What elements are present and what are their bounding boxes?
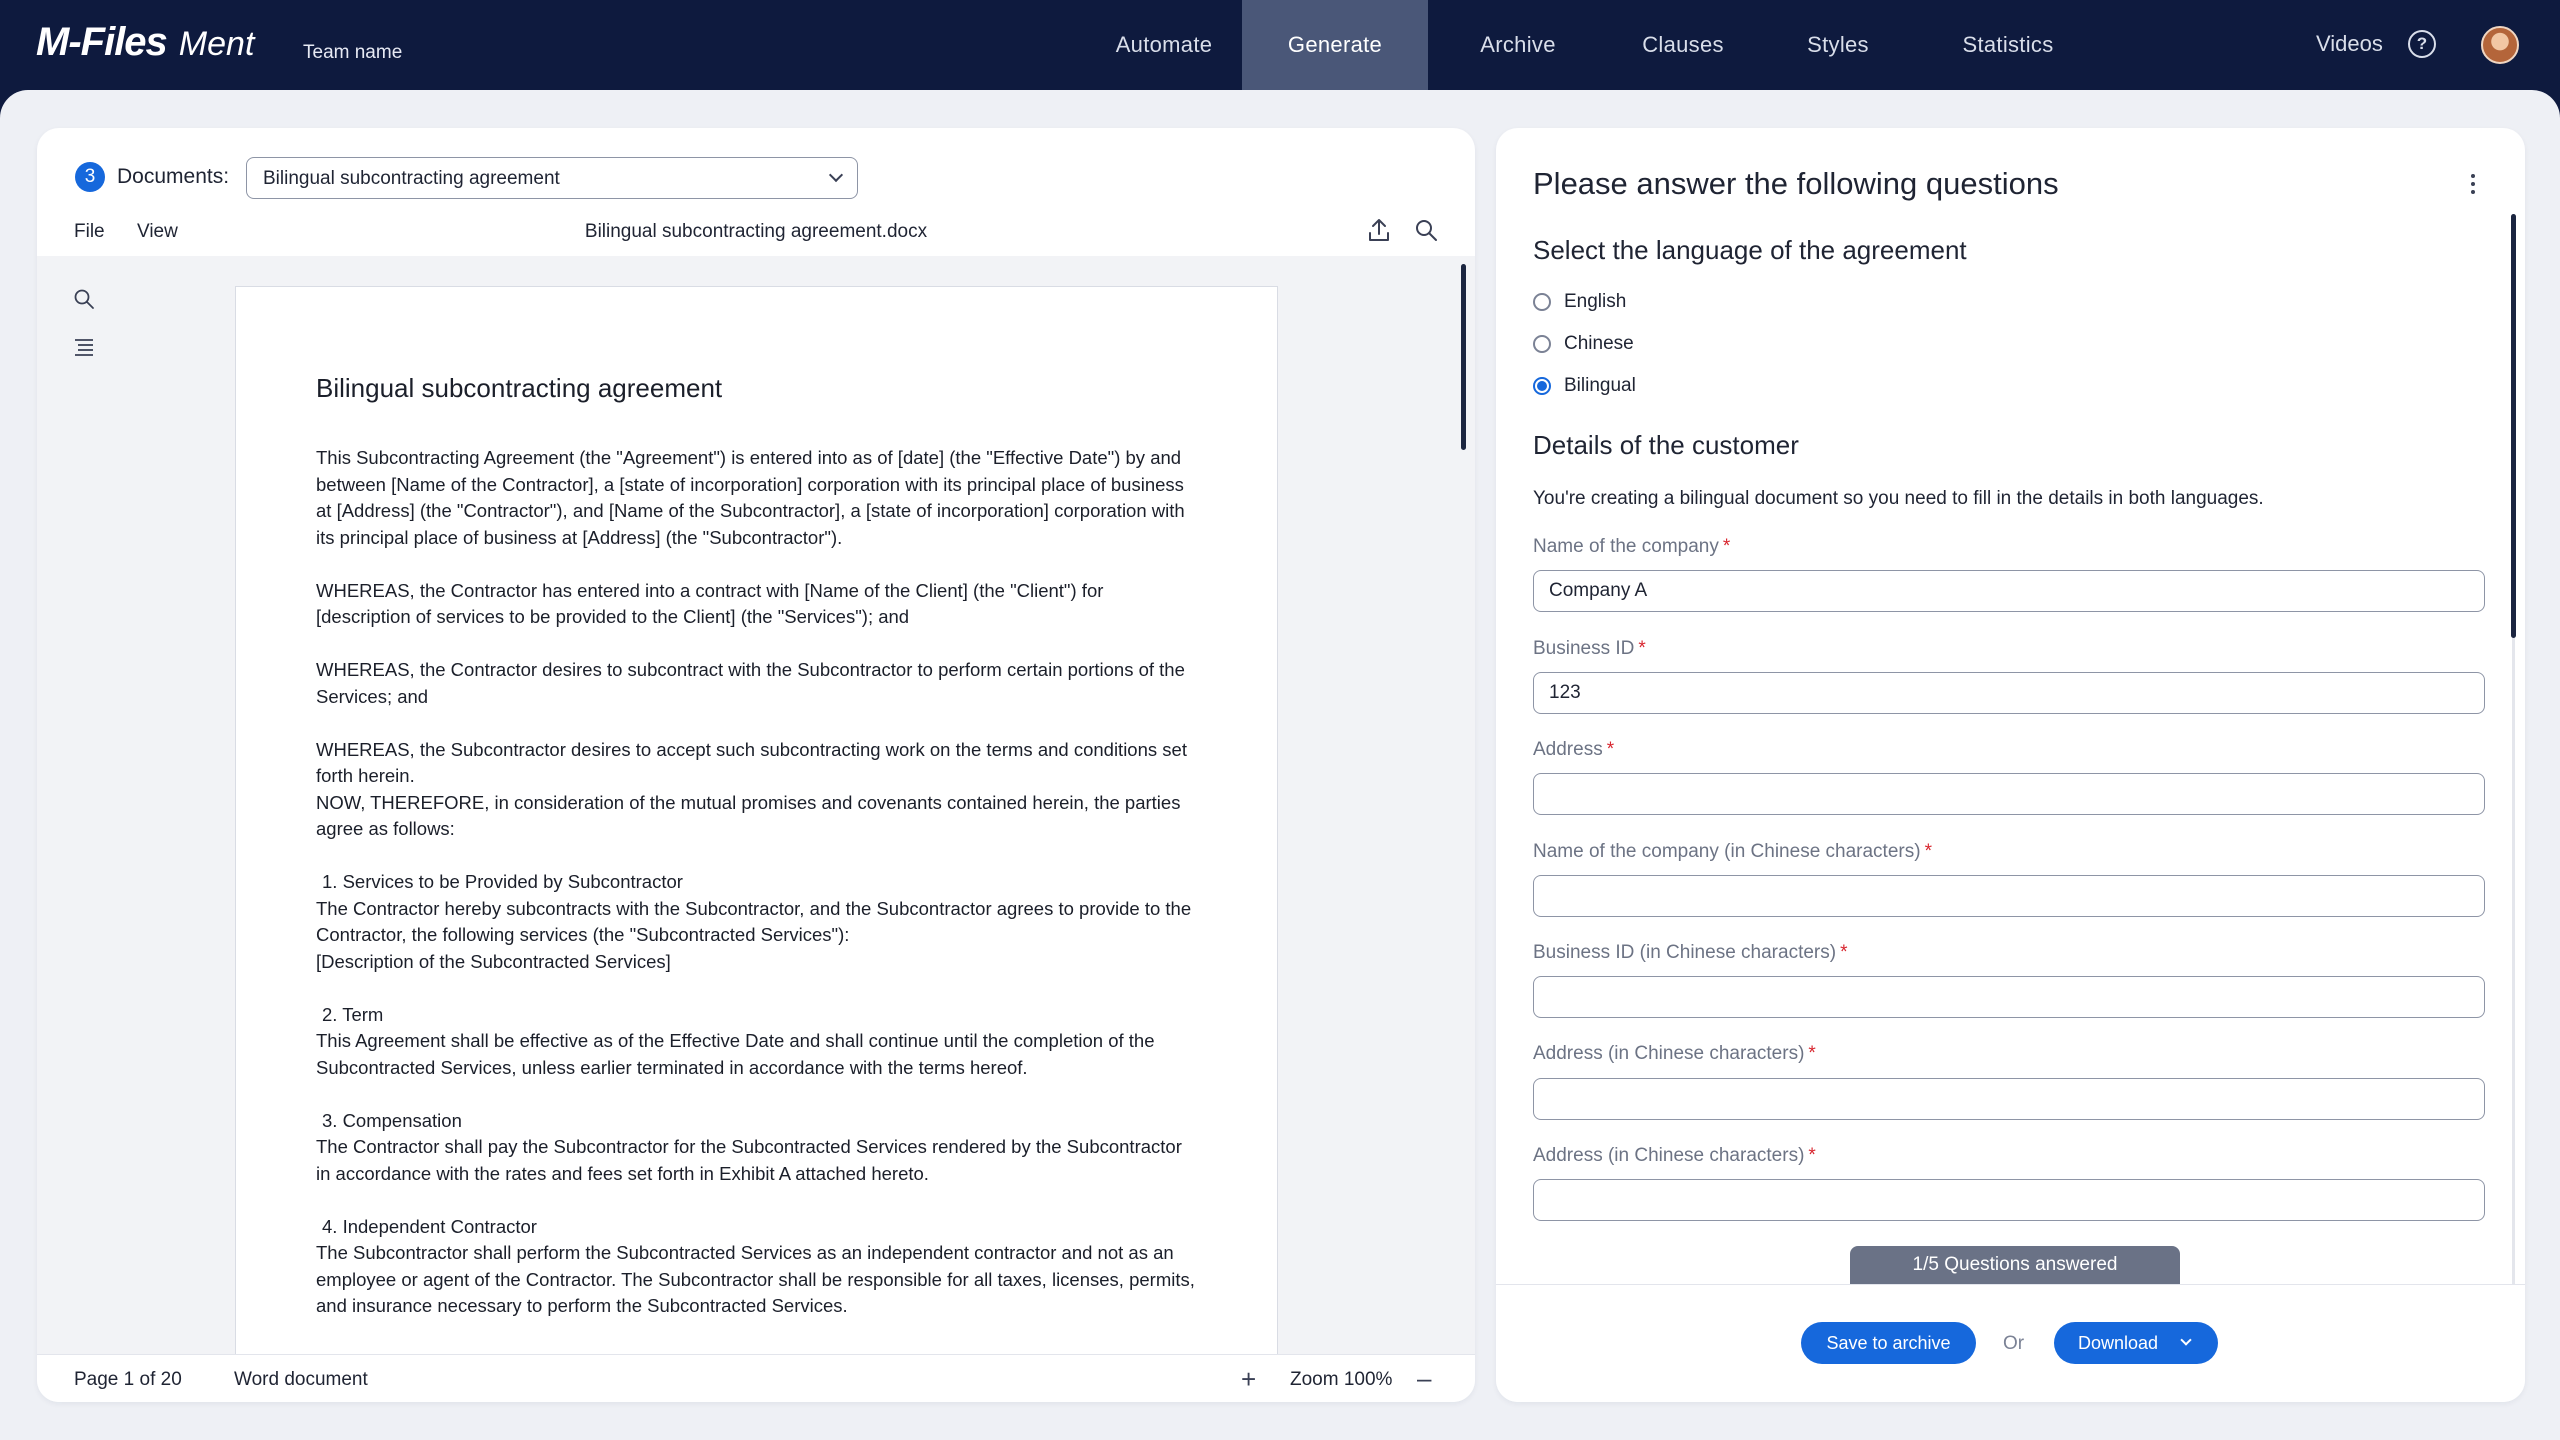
paragraph: WHEREAS, the Contractor has entered into a contract with [Name of the Client] (the "Client") for [description of services to be provided to the Client] (the "Services"); and <box>316 579 1104 627</box>
required-marker: * <box>1722 536 1731 557</box>
questions-title: Please answer the following questions <box>1533 166 2059 201</box>
required-marker: * <box>1638 638 1646 659</box>
radio-chinese[interactable] <box>1533 333 1634 355</box>
required-marker: * <box>1606 739 1615 760</box>
help-icon[interactable]: ? <box>2408 30 2436 58</box>
search-icon[interactable] <box>1414 218 1438 242</box>
nav-statistics[interactable]: Statistics <box>1962 32 2054 57</box>
required-marker: * <box>1924 841 1932 862</box>
avatar[interactable] <box>2481 26 2519 64</box>
field-label-text: Address (in Chinese characters) <box>1533 1145 1805 1166</box>
field-label-address-chinese-2 <box>1533 1145 1816 1167</box>
top-navigation-bar <box>0 0 2560 90</box>
document-type: Word document <box>234 1369 368 1390</box>
brand-product: Ment <box>178 25 255 63</box>
zoom-out-button[interactable]: – <box>1417 1363 1432 1393</box>
paragraph: WHEREAS, the Contractor desires to subcontract with the Subcontractor to perform certain portions of the Services; and <box>316 659 1185 707</box>
page-title: Bilingual subcontracting agreement <box>316 373 723 403</box>
field-label-business-id-chinese <box>1533 942 1847 964</box>
document-panel <box>37 128 1475 1402</box>
document-page <box>235 286 1278 1366</box>
radio-button[interactable] <box>1533 335 1551 353</box>
section-heading: 4. Independent Contractor <box>322 1215 537 1237</box>
download-button-label: Download <box>2078 1332 2159 1353</box>
radio-button[interactable] <box>1533 293 1551 311</box>
nav-generate[interactable]: Generate <box>1242 0 1428 90</box>
document-footer <box>37 1354 1475 1402</box>
business-id-chinese-input[interactable] <box>1533 976 2485 1018</box>
address-chinese-input-2[interactable] <box>1533 1179 2485 1221</box>
address-chinese-input[interactable] <box>1533 1078 2485 1120</box>
paragraph: The Contractor hereby subcontracts with the Subcontractor, and the Subcontractor agrees to provide to the Contractor, the following services (the "Subcontracted Services"): <box>316 897 1192 945</box>
required-marker: * <box>1840 942 1848 963</box>
questions-footer <box>1496 1284 2525 1402</box>
business-id-input[interactable] <box>1533 672 2485 714</box>
radio-label: English <box>1564 291 1627 312</box>
radio-english[interactable] <box>1533 291 1626 313</box>
documents-label: Documents: <box>117 165 230 188</box>
section-heading: 1. Services to be Provided by Subcontractor <box>322 871 683 892</box>
search-icon[interactable] <box>73 288 95 310</box>
paragraph: The Contractor shall pay the Subcontractor for the Subcontracted Services rendered by the Subcontractor in accordance with the rates and fees set forth in Exhibit A attached hereto. <box>316 1136 1182 1184</box>
field-label-text: Name of the company (in Chinese characters) <box>1533 841 1921 862</box>
outline-icon[interactable] <box>73 338 95 356</box>
paragraph: WHEREAS, the Subcontractor desires to accept such subcontracting work on the terms and conditions set forth herein. <box>316 738 1187 786</box>
chevron-down-icon <box>829 168 843 182</box>
field-label-address <box>1533 739 1614 761</box>
questions-scrollbar[interactable] <box>2511 214 2516 638</box>
section-heading: 3. Compensation <box>322 1109 462 1131</box>
page-body <box>316 445 1196 1346</box>
team-name[interactable]: Team name <box>303 42 403 63</box>
questions-panel <box>1496 128 2525 1402</box>
paragraph: This Agreement shall be effective as of the Effective Date and shall continue until the completion of the Subcontracted Services, unless earlier terminated in accordance with the terms hereof. <box>316 1030 1155 1078</box>
document-viewer[interactable] <box>37 256 1475 1354</box>
menu-file[interactable]: File <box>74 221 105 242</box>
customer-section-title: Details of the customer <box>1533 430 1799 460</box>
document-select-value: Bilingual subcontracting agreement <box>263 168 560 189</box>
more-options-icon[interactable] <box>2471 174 2477 198</box>
page-indicator: Page 1 of 20 <box>74 1369 182 1390</box>
document-count-badge: 3 <box>75 162 105 192</box>
section-heading: 2. Term <box>322 1003 384 1025</box>
upload-icon[interactable] <box>1367 217 1391 243</box>
save-to-archive-button[interactable]: Save to archive <box>1801 1322 1976 1364</box>
zoom-level: Zoom 100% <box>1290 1369 1393 1390</box>
paragraph: This Subcontracting Agreement (the "Agreement") is entered into as of [date] (the "Effective Date") by and between [Name of the Contractor], a [state of incorporation] corporation with its principal place of business at [Address] (the "Contractor"), and [Name of the Subcontractor], a [state of incorporation] corporation with its principal place of business at [Address] (the "Subcontractor"). <box>316 447 1185 548</box>
company-name-chinese-input[interactable] <box>1533 875 2485 917</box>
required-marker: * <box>1808 1043 1816 1064</box>
nav-archive[interactable]: Archive <box>1480 32 1556 57</box>
document-select[interactable] <box>246 157 858 199</box>
required-marker: * <box>1808 1145 1816 1166</box>
nav-automate[interactable]: Automate <box>1115 32 1213 57</box>
nav-videos[interactable]: Videos <box>2316 31 2383 56</box>
customer-hint: You're creating a bilingual document so you need to fill in the details in both languages. <box>1533 488 2264 509</box>
company-name-input[interactable] <box>1533 570 2485 612</box>
radio-bilingual[interactable] <box>1533 375 1636 397</box>
download-button[interactable] <box>2054 1322 2218 1364</box>
document-scrollbar[interactable] <box>1461 264 1466 450</box>
menu-view[interactable]: View <box>137 221 178 242</box>
address-input[interactable] <box>1533 773 2485 815</box>
chevron-down-icon <box>2180 1334 2191 1345</box>
document-filename: Bilingual subcontracting agreement.docx <box>584 221 928 242</box>
paragraph: The Subcontractor shall perform the Subcontracted Services as an independent contractor and not as an employee or agent of the Contractor. The Subcontractor shall be responsible for all taxes, licenses, permits, and insurance necessary to perform the Subcontracted Services. <box>316 1242 1195 1316</box>
zoom-in-button[interactable]: + <box>1241 1364 1257 1394</box>
progress-indicator: 1/5 Questions answered <box>1850 1246 2180 1284</box>
field-label-company-name-chinese <box>1533 841 1932 863</box>
field-label-company-name <box>1533 536 1730 558</box>
workspace <box>0 90 2560 1440</box>
field-label-text: Name of the company <box>1533 536 1719 557</box>
paragraph: NOW, THEREFORE, in consideration of the mutual promises and covenants contained herein, the parties agree as follows: <box>316 791 1181 839</box>
nav-styles[interactable]: Styles <box>1807 32 1869 57</box>
or-separator: Or <box>2003 1333 2025 1354</box>
main-nav <box>1086 0 2098 90</box>
field-label-text: Business ID (in Chinese characters) <box>1533 942 1837 963</box>
paragraph: [Description of the Subcontracted Services] <box>316 950 671 972</box>
brand-logo[interactable] <box>36 20 254 70</box>
brand-name: M-Files <box>36 20 167 64</box>
field-label-text: Business ID <box>1533 638 1635 659</box>
field-label-text: Address <box>1533 739 1603 760</box>
field-label-text: Address (in Chinese characters) <box>1533 1043 1805 1064</box>
language-section-title: Select the language of the agreement <box>1533 235 1967 265</box>
nav-clauses[interactable]: Clauses <box>1642 32 1724 57</box>
field-label-address-chinese <box>1533 1043 1816 1065</box>
field-label-business-id <box>1533 638 1646 660</box>
radio-label: Bilingual <box>1564 375 1636 396</box>
radio-button[interactable] <box>1533 377 1551 395</box>
radio-label: Chinese <box>1564 333 1634 354</box>
